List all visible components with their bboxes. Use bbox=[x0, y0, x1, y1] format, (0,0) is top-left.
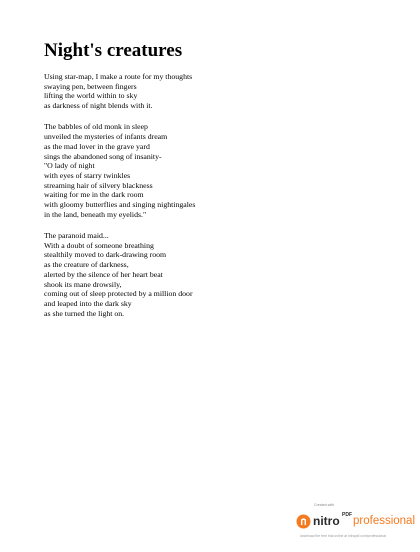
badge-product: professional bbox=[353, 515, 416, 527]
nitro-badge[interactable] bbox=[296, 503, 418, 545]
poem-body bbox=[44, 72, 384, 330]
poem-line: "O lady of night bbox=[44, 161, 95, 171]
poem-line: as the creature of darkness, bbox=[44, 260, 129, 270]
poem-line: streaming hair of silvery blackness bbox=[44, 180, 153, 190]
poem-line: and leaped into the dark sky bbox=[44, 298, 132, 308]
badge-created-with: Created with bbox=[314, 503, 335, 507]
poem-line: with gloomy butterflies and singing nightingales bbox=[44, 200, 196, 210]
poem-line: unveiled the mysteries of infants dream bbox=[44, 132, 168, 142]
poem-title: Night's creatures bbox=[44, 40, 183, 61]
poem-line: alerted by the silence of her heart beat bbox=[44, 269, 163, 279]
poem-stanza bbox=[44, 72, 384, 111]
poem-line: in the land, beneath my eyelids." bbox=[44, 209, 147, 219]
poem-line: as the mad lover in the grave yard bbox=[44, 141, 150, 151]
poem-line: as she turned the light on. bbox=[44, 308, 125, 318]
poem-stanza bbox=[44, 122, 384, 219]
badge-pdf-superscript: PDF bbox=[342, 512, 352, 518]
poem-line: The paranoid maid... bbox=[44, 231, 109, 241]
poem-line: with eyes of starry twinkles bbox=[44, 170, 131, 180]
poem-line: The babbles of old monk in sleep bbox=[44, 122, 148, 132]
poem-stanza bbox=[44, 231, 384, 318]
nitro-flame-icon bbox=[296, 514, 311, 529]
poem-line: waiting for me in the dark room bbox=[44, 190, 144, 200]
badge-brand: nitro bbox=[313, 514, 340, 528]
poem-line: With a doubt of someone breathing bbox=[44, 240, 154, 250]
badge-download-link[interactable]: download the free trial online at nitropdf.com/professional bbox=[300, 534, 386, 538]
poem-line: Using star-map, I make a route for my thoughts bbox=[44, 72, 193, 81]
poem-line: coming out of sleep protected by a million door bbox=[44, 289, 193, 299]
poem-line: as darkness of night blends with it. bbox=[44, 101, 153, 111]
poem-line: sings the abandoned song of insanity- bbox=[44, 151, 162, 161]
poem-line: stealthily moved to dark-drawing room bbox=[44, 250, 167, 260]
poem-line: shook its mane drowsily, bbox=[44, 279, 122, 289]
poem-line: swaying pen, between fingers bbox=[44, 81, 137, 91]
poem-line: lifting the world within to sky bbox=[44, 91, 138, 101]
